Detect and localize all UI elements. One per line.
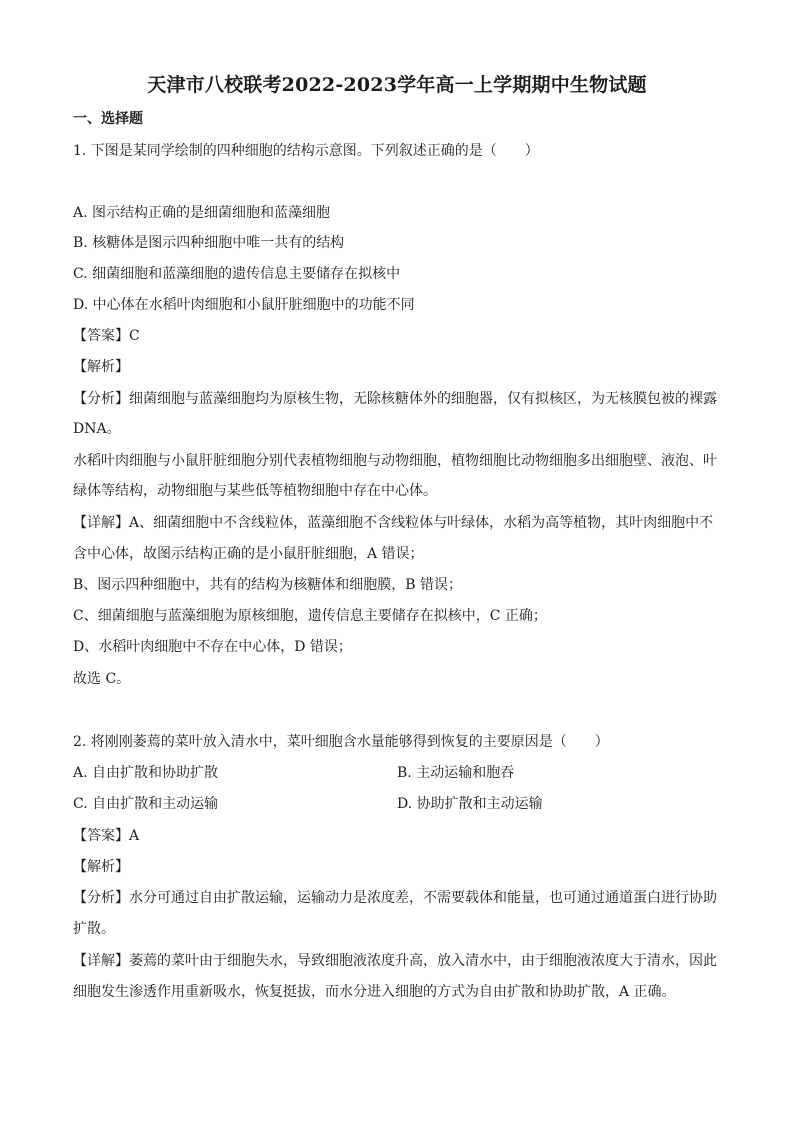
question-1-analysis-line: 绿体等结构，动物细胞与某些低等植物细胞中存在中心体。: [73, 483, 437, 499]
question-1-detail-line: 含中心体，故图示结构正确的是小鼠肝脏细胞，A 错误；: [73, 546, 424, 562]
question-2-stem: 2. 将刚刚萎蔫的菜叶放入清水中，菜叶细胞含水量能够得到恢复的主要原因是（ ）: [73, 734, 609, 750]
page-title: 天津市八校联考2022-2023学年高一上学期期中生物试题: [147, 74, 647, 96]
question-1-analysis-line: 水稻叶肉细胞与小鼠肝脏细胞分别代表植物细胞与动物细胞，植物细胞比动物细胞多出细胞壁、液泡、叶: [73, 453, 717, 469]
question-1-detail-line: B、图示四种细胞中，共有的结构为核糖体和细胞膜，B 错误；: [73, 577, 463, 593]
question-2-analysis-line: 【分析】水分可通过自由扩散运输，运输动力是浓度差，不需要载体和能量，也可通过通道蛋白进行协助: [73, 890, 717, 906]
question-2-analysis-label: 【解析】: [73, 859, 129, 875]
question-1-analysis-line: DNA。: [73, 421, 121, 437]
question-1-stem: 1. 下图是某同学绘制的四种细胞的结构示意图。下列叙述正确的是（ ）: [73, 143, 539, 159]
question-1-analysis-label: 【解析】: [73, 359, 129, 375]
question-1-detail-line: C、细菌细胞与蓝藻细胞为原核细胞，遗传信息主要储存在拟核中，C 正确；: [73, 608, 547, 624]
question-1-option-d: D. 中心体在水稻叶肉细胞和小鼠肝脏细胞中的功能不同: [73, 297, 415, 313]
question-2-option-a: A. 自由扩散和协助扩散: [73, 765, 219, 781]
question-2-answer: 【答案】A: [73, 828, 140, 844]
question-1-analysis-line: 【分析】细菌细胞与蓝藻细胞均为原核生物，无除核糖体外的细胞器，仅有拟核区，为无核膜包被的裸露: [73, 391, 717, 407]
question-2-analysis-line: 扩散。: [73, 921, 115, 937]
question-1-conclusion: 故选 C。: [73, 671, 131, 687]
question-2-option-c: C. 自由扩散和主动运输: [73, 796, 219, 812]
question-2-detail-line: 【详解】萎蔫的菜叶由于细胞失水，导致细胞液浓度升高，放入清水中，由于细胞液浓度大于清水，因此: [73, 953, 717, 969]
question-2-option-d: D. 协助扩散和主动运输: [397, 796, 543, 812]
question-1-option-b: B. 核糖体是图示四种细胞中唯一共有的结构: [73, 235, 345, 251]
question-1-option-c: C. 细菌细胞和蓝藻细胞的遗传信息主要储存在拟核中: [73, 266, 401, 282]
question-2-detail-line: 细胞发生渗透作用重新吸水，恢复挺拔，而水分进入细胞的方式为自由扩散和协助扩散，A 正确。: [73, 984, 676, 1000]
section-heading: 一、选择题: [73, 111, 143, 127]
question-1-option-a: A. 图示结构正确的是细菌细胞和蓝藻细胞: [73, 205, 331, 221]
question-1-detail-line: D、水稻叶肉细胞中不存在中心体，D 错误；: [73, 639, 352, 655]
question-1-answer: 【答案】C: [73, 328, 140, 344]
question-2-option-b: B. 主动运输和胞吞: [397, 765, 515, 781]
question-1-detail-line: 【详解】A、细菌细胞中不含线粒体，蓝藻细胞不含线粒体与叶绿体，水稻为高等植物，其叶肉细胞中不: [73, 515, 714, 531]
